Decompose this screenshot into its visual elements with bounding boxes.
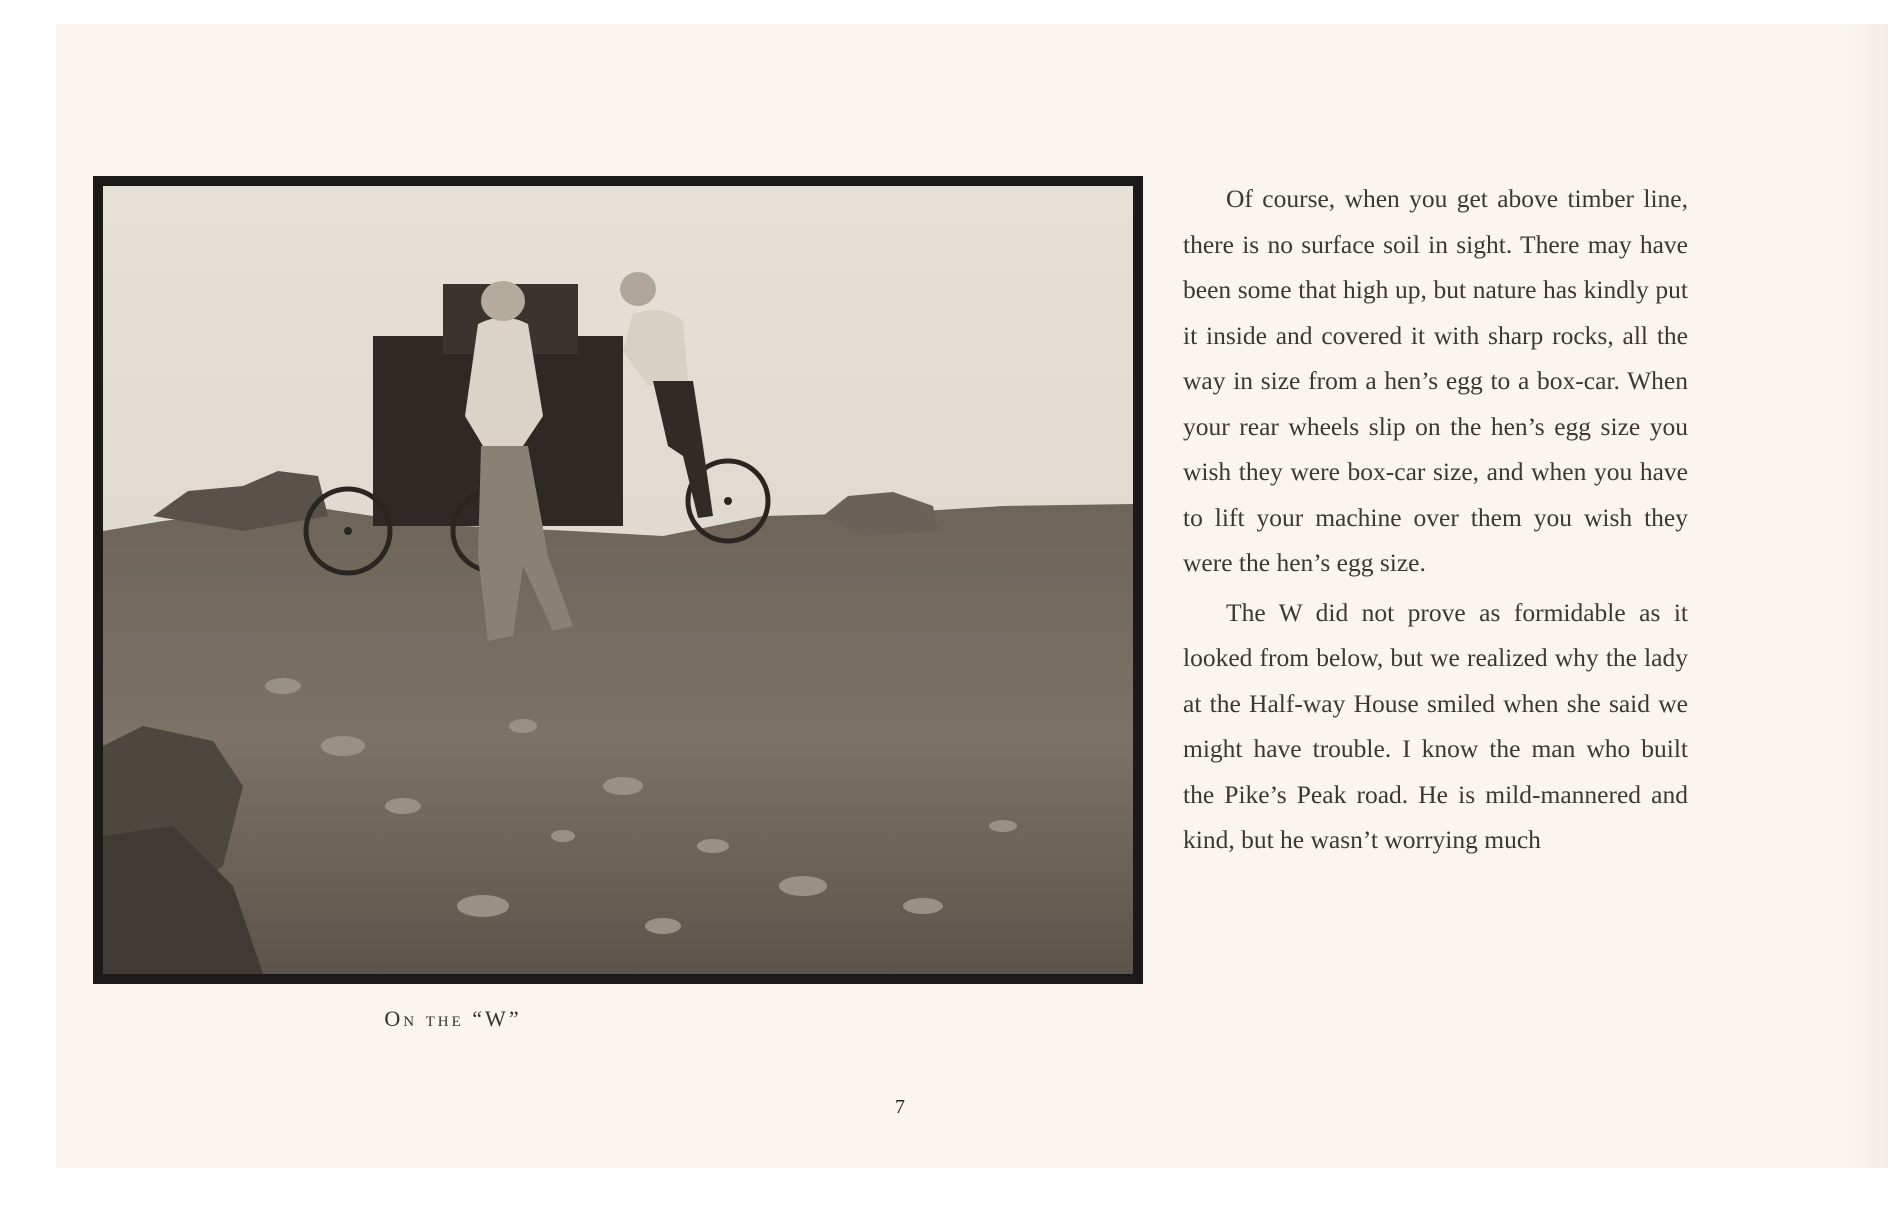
body-paragraph: Of course, when you get above timber line, there is no surface soil in sight. There may have been some that high up, but nature has kindly put it inside and covered it with sharp rocks, all the way in size from a hen’s egg to a box-car. When your rear wheels slip on the hen’s egg size you wish they were box-car size, and when you have to lift your machine over them you wish they were the hen’s egg size.	[1183, 184, 1688, 577]
rocky-ground	[103, 504, 1133, 974]
page-edge-shadow	[1848, 24, 1888, 1168]
body-text-column	[1183, 176, 1688, 867]
photograph-on-the-w	[103, 186, 1133, 974]
page-number: 7	[895, 1096, 905, 1118]
body-paragraph: The W did not prove as formidable as it looked from below, but we realized why the lady at the Half-way House smiled when she said we might have trouble. I know the man who built the Pike’s Peak road. He is mild-mannered and kind, but he wasn’t worrying much	[1183, 597, 1688, 854]
photograph-plate	[93, 176, 1143, 984]
figure-caption: On the “W”	[384, 1006, 522, 1031]
